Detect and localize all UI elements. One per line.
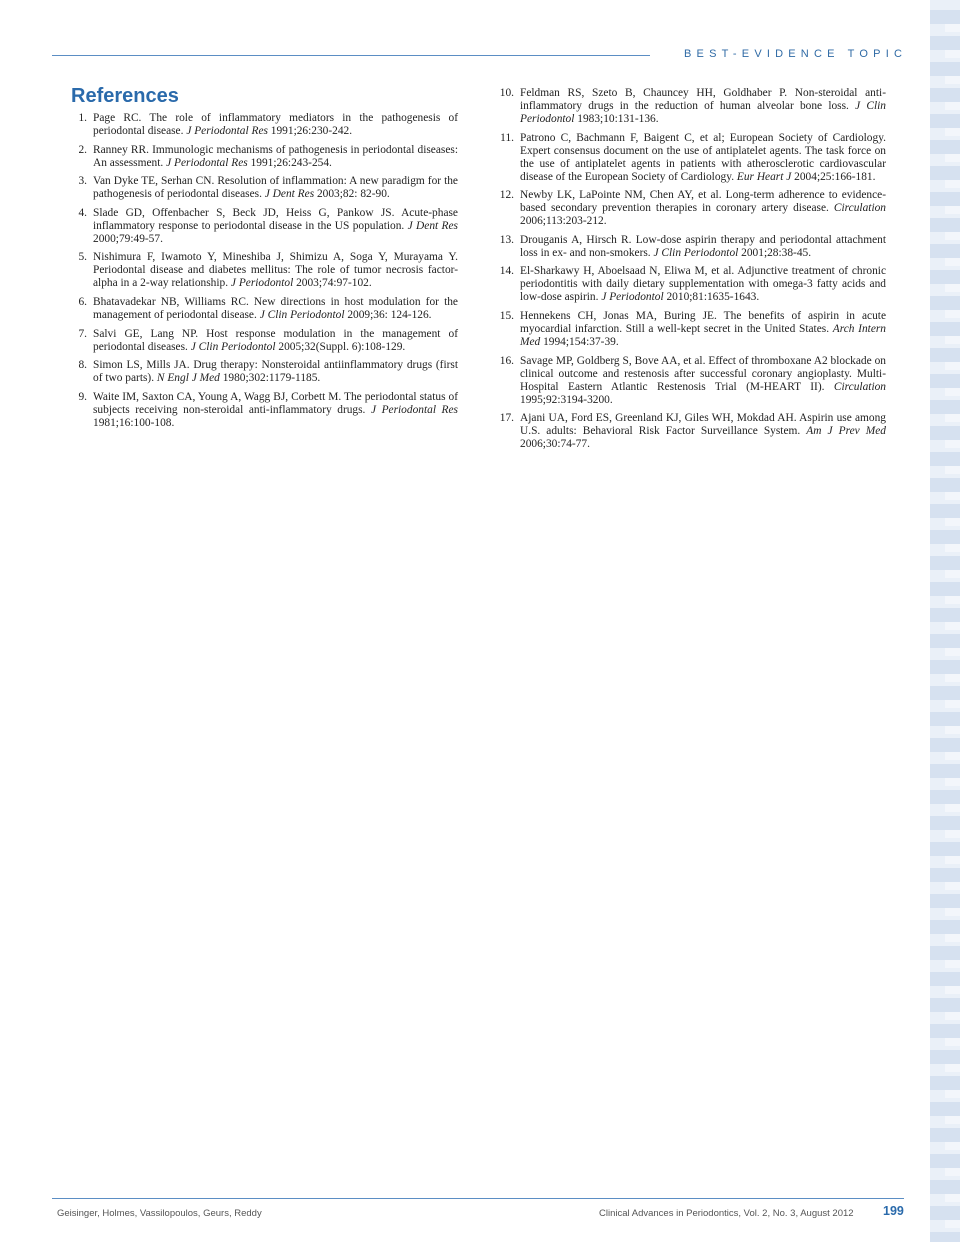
- edge-tile: [945, 986, 960, 994]
- reference-item: [493, 132, 886, 184]
- edge-tile: [930, 790, 960, 804]
- edge-tile: [945, 908, 960, 916]
- edge-tile: [945, 622, 960, 630]
- reference-item: [493, 234, 886, 260]
- edge-tile: [945, 466, 960, 474]
- reference-text: Patrono C, Bachmann F, Baigent C, et al; European Society of Cardiology. Expert consensus document on the use of antiplatelet agents. The task force on the use of antiplatelet agents in patients with atherosclerotic cardiovascular disease of the European Society of Cardiology. Eur Heart J 2004;25:166-181.: [520, 131, 886, 183]
- edge-tile: [945, 674, 960, 682]
- edge-tile: [945, 128, 960, 136]
- edge-tile: [930, 946, 960, 960]
- edge-tile: [930, 868, 960, 882]
- edge-tile: [930, 894, 960, 908]
- edge-tile: [945, 414, 960, 422]
- edge-tile: [945, 1168, 960, 1176]
- reference-item: [493, 412, 886, 451]
- edge-tile: [945, 310, 960, 318]
- edge-tile: [945, 258, 960, 266]
- edge-tile: [930, 1024, 960, 1038]
- journal-name: J Periodontol: [601, 291, 664, 304]
- page-number: 199: [883, 1204, 904, 1218]
- edge-tile: [945, 180, 960, 188]
- reference-item: [493, 189, 886, 228]
- edge-tile: [945, 1012, 960, 1020]
- edge-tile: [930, 62, 960, 76]
- edge-tile: [945, 1090, 960, 1098]
- edge-tile: [945, 24, 960, 32]
- edge-tile: [930, 556, 960, 570]
- reference-number: 2.: [78, 143, 87, 156]
- edge-tile: [930, 348, 960, 362]
- reference-text: Newby LK, LaPointe NM, Chen AY, et al. Long-term adherence to evidence-based secondary prevention therapies in coronary artery disease. Circulation 2006;113:203-212.: [520, 189, 886, 228]
- reference-item: [493, 355, 886, 407]
- reference-item: [493, 265, 886, 304]
- reference-text: Simon LS, Mills JA. Drug therapy: Nonsteroidal antiinflammatory drugs (first of two parts). N Engl J Med 1980;302:1179-1185.: [93, 359, 458, 385]
- edge-tile: [930, 114, 960, 128]
- reference-item: [72, 328, 458, 354]
- edge-tile: [930, 634, 960, 648]
- edge-tile: [945, 804, 960, 812]
- reference-item: [72, 359, 458, 385]
- reference-number: 16.: [499, 354, 514, 367]
- reference-item: [493, 87, 886, 126]
- journal-name: J Clin Periodontol: [653, 246, 739, 259]
- edge-tile: [945, 206, 960, 214]
- reference-text: Bhatavadekar NB, Williams RC. New directions in host modulation for the management of periodontal disease. J Clin Periodontol 2009;36: 124-126.: [93, 295, 458, 321]
- edge-tile: [945, 856, 960, 864]
- edge-tile: [945, 1142, 960, 1150]
- journal-name: Am J Prev Med: [806, 425, 886, 438]
- reference-number: 5.: [78, 251, 87, 264]
- reference-item: [72, 175, 458, 201]
- edge-tile: [945, 284, 960, 292]
- journal-name: Circulation: [833, 202, 886, 215]
- journal-name: J Clin Periodontol: [259, 308, 345, 321]
- header-rule: [52, 55, 650, 56]
- section-label: BEST-EVIDENCE TOPIC: [684, 48, 908, 60]
- edge-tile: [930, 712, 960, 726]
- edge-tile: [945, 1116, 960, 1124]
- edge-tile: [930, 686, 960, 700]
- edge-tile: [930, 920, 960, 934]
- reference-item: [72, 207, 458, 246]
- references-heading: References: [71, 85, 179, 107]
- journal-name: J Periodontal Res: [370, 403, 458, 416]
- reference-text: Salvi GE, Lang NP. Host response modulation in the management of periodontal diseases. J Clin Periodontol 2005;32(Suppl. 6):108-129.: [93, 327, 458, 353]
- reference-text: Savage MP, Goldberg S, Bove AA, et al. Effect of thromboxane A2 blockade on clinical outcome and restenosis after successful coronary angioplasty. Multi-Hospital Eastern Atlantic Restenosis Trial (M-HEART II). Circulation 1995;92:3194-3200.: [520, 354, 886, 406]
- edge-tile: [945, 1064, 960, 1072]
- edge-tile: [930, 192, 960, 206]
- edge-tile: [930, 842, 960, 856]
- edge-tile: [930, 88, 960, 102]
- reference-item: [72, 296, 458, 322]
- edge-tile: [945, 1194, 960, 1202]
- edge-tile: [930, 296, 960, 310]
- edge-tile: [945, 232, 960, 240]
- edge-tile: [945, 544, 960, 552]
- edge-tile: [945, 726, 960, 734]
- reference-text: Hennekens CH, Jonas MA, Buring JE. The benefits of aspirin in acute myocardial infarction. Still a well-kept secret in the United States. Arch Intern Med 1994;154:37-39.: [520, 309, 886, 348]
- edge-tile: [930, 140, 960, 154]
- reference-number: 7.: [78, 327, 87, 340]
- edge-tile: [945, 700, 960, 708]
- reference-number: 1.: [78, 112, 87, 124]
- reference-number: 13.: [499, 233, 514, 246]
- journal-name: J Dent Res: [264, 188, 315, 201]
- edge-tile: [930, 1128, 960, 1142]
- edge-tile: [945, 1038, 960, 1046]
- edge-tile: [945, 778, 960, 786]
- footer-authors: Geisinger, Holmes, Vassilopoulos, Geurs, Reddy: [57, 1208, 262, 1219]
- reference-text: Slade GD, Offenbacher S, Beck JD, Heiss G, Pankow JS. Acute-phase inflammatory response to periodontal disease in the US population. J Dent Res 2000;79:49-57.: [93, 206, 458, 245]
- journal-name: Arch Intern Med: [520, 322, 886, 348]
- edge-tile: [930, 504, 960, 518]
- reference-number: 11.: [500, 131, 514, 144]
- reference-number: 8.: [78, 359, 87, 372]
- edge-tile: [945, 1220, 960, 1228]
- reference-number: 6.: [78, 295, 87, 308]
- edge-tile: [945, 50, 960, 58]
- edge-tile: [945, 154, 960, 162]
- edge-tile: [930, 36, 960, 50]
- edge-tile: [945, 648, 960, 656]
- decorative-edge-strip: [930, 0, 960, 1242]
- journal-name: J Clin Periodontol: [190, 340, 276, 353]
- journal-name: Circulation: [833, 380, 886, 393]
- edge-tile: [930, 374, 960, 388]
- reference-item: [493, 310, 886, 349]
- edge-tile: [930, 998, 960, 1012]
- reference-text: Waite IM, Saxton CA, Young A, Wagg BJ, Corbett M. The periodontal status of subjects receiving non-steroidal anti-inflammatory drugs. J Periodontal Res 1981;16:100-108.: [93, 390, 458, 429]
- reference-item: [72, 251, 458, 290]
- references-column-right: [493, 87, 886, 457]
- edge-tile: [945, 934, 960, 942]
- references-column-left: [72, 112, 458, 435]
- edge-tile: [930, 1050, 960, 1064]
- edge-tile: [930, 452, 960, 466]
- edge-tile: [930, 10, 960, 24]
- edge-tile: [930, 218, 960, 232]
- edge-tile: [945, 388, 960, 396]
- edge-tile: [930, 322, 960, 336]
- edge-tile: [930, 660, 960, 674]
- reference-text: Page RC. The role of inflammatory mediators in the pathogenesis of periodontal disease. J Periodontal Res 1991;26:230-242.: [93, 112, 458, 137]
- reference-text: Drouganis A, Hirsch R. Low-dose aspirin therapy and periodontal attachment loss in ex- and non-smokers. J Clin Periodontol 2001;28:38-45.: [520, 233, 886, 259]
- edge-tile: [930, 530, 960, 544]
- reference-text: Nishimura F, Iwamoto Y, Mineshiba J, Shimizu A, Soga Y, Murayama Y. Periodontal disease and diabetes mellitus: The role of tumor necrosis factor-alpha in a 2-way relationship. J Periodontol 2003;74:97-102.: [93, 251, 458, 290]
- edge-tile: [930, 478, 960, 492]
- edge-tile: [930, 738, 960, 752]
- journal-name: N Engl J Med: [156, 372, 220, 385]
- journal-name: J Dent Res: [407, 219, 458, 232]
- reference-item: [72, 391, 458, 430]
- edge-tile: [930, 1232, 960, 1242]
- edge-tile: [945, 362, 960, 370]
- edge-tile: [930, 426, 960, 440]
- reference-text: Feldman RS, Szeto B, Chauncey HH, Goldhaber P. Non-steroidal anti-inflammatory drugs in the reduction of human alveolar bone loss. J Clin Periodontol 1983;10:131-136.: [520, 87, 886, 125]
- reference-number: 4.: [78, 206, 87, 219]
- edge-tile: [945, 960, 960, 968]
- edge-tile: [945, 102, 960, 110]
- footer-rule: [52, 1198, 904, 1199]
- edge-tile: [930, 1206, 960, 1220]
- edge-tile: [945, 492, 960, 500]
- reference-number: 12.: [499, 189, 514, 202]
- journal-name: J Clin Periodontol: [520, 100, 886, 125]
- edge-tile: [945, 518, 960, 526]
- reference-number: 9.: [78, 390, 87, 403]
- edge-tile: [945, 830, 960, 838]
- reference-item: [72, 144, 458, 170]
- reference-text: Ajani UA, Ford ES, Greenland KJ, Giles WH, Mokdad AH. Aspirin use among U.S. adults: Behavioral Risk Factor Surveillance System. Am J Prev Med 2006;30:74-77.: [520, 412, 886, 451]
- journal-name: J Periodontal Res: [166, 156, 248, 169]
- edge-tile: [945, 596, 960, 604]
- edge-tile: [945, 440, 960, 448]
- journal-name: Eur Heart J: [736, 170, 792, 183]
- edge-tile: [930, 1154, 960, 1168]
- edge-tile: [945, 76, 960, 84]
- journal-name: J Periodontol: [230, 277, 294, 290]
- edge-tile: [945, 752, 960, 760]
- edge-tile: [945, 336, 960, 344]
- edge-tile: [930, 1102, 960, 1116]
- journal-name: J Periodontal Res: [186, 125, 268, 137]
- reference-number: 10.: [499, 87, 514, 99]
- edge-tile: [930, 608, 960, 622]
- edge-tile: [930, 244, 960, 258]
- reference-text: Van Dyke TE, Serhan CN. Resolution of inflammation: A new paradigm for the pathogenesis of periodontal diseases. J Dent Res 2003;82: 82-90.: [93, 175, 458, 201]
- edge-tile: [945, 570, 960, 578]
- edge-tile: [930, 400, 960, 414]
- edge-tile: [930, 1180, 960, 1194]
- reference-number: 15.: [499, 309, 514, 322]
- footer-journal-citation: Clinical Advances in Periodontics, Vol. 2, No. 3, August 2012: [599, 1208, 854, 1219]
- reference-text: Ranney RR. Immunologic mechanisms of pathogenesis in periodontal diseases: An assessment. J Periodontal Res 1991;26:243-254.: [93, 143, 458, 169]
- edge-tile: [930, 582, 960, 596]
- reference-number: 17.: [499, 412, 514, 425]
- reference-text: El-Sharkawy H, Aboelsaad N, Eliwa M, et al. Adjunctive treatment of chronic periodontitis with daily dietary supplementation with omega-3 fatty acids and low-dose aspirin. J Periodontol 2010;81:1635-1643.: [520, 265, 886, 304]
- reference-number: 14.: [499, 265, 514, 278]
- edge-tile: [930, 764, 960, 778]
- edge-tile: [930, 270, 960, 284]
- edge-tile: [930, 972, 960, 986]
- edge-tile: [930, 1076, 960, 1090]
- reference-item: [72, 112, 458, 138]
- reference-number: 3.: [78, 175, 87, 188]
- edge-tile: [930, 166, 960, 180]
- edge-tile: [945, 882, 960, 890]
- edge-tile: [930, 816, 960, 830]
